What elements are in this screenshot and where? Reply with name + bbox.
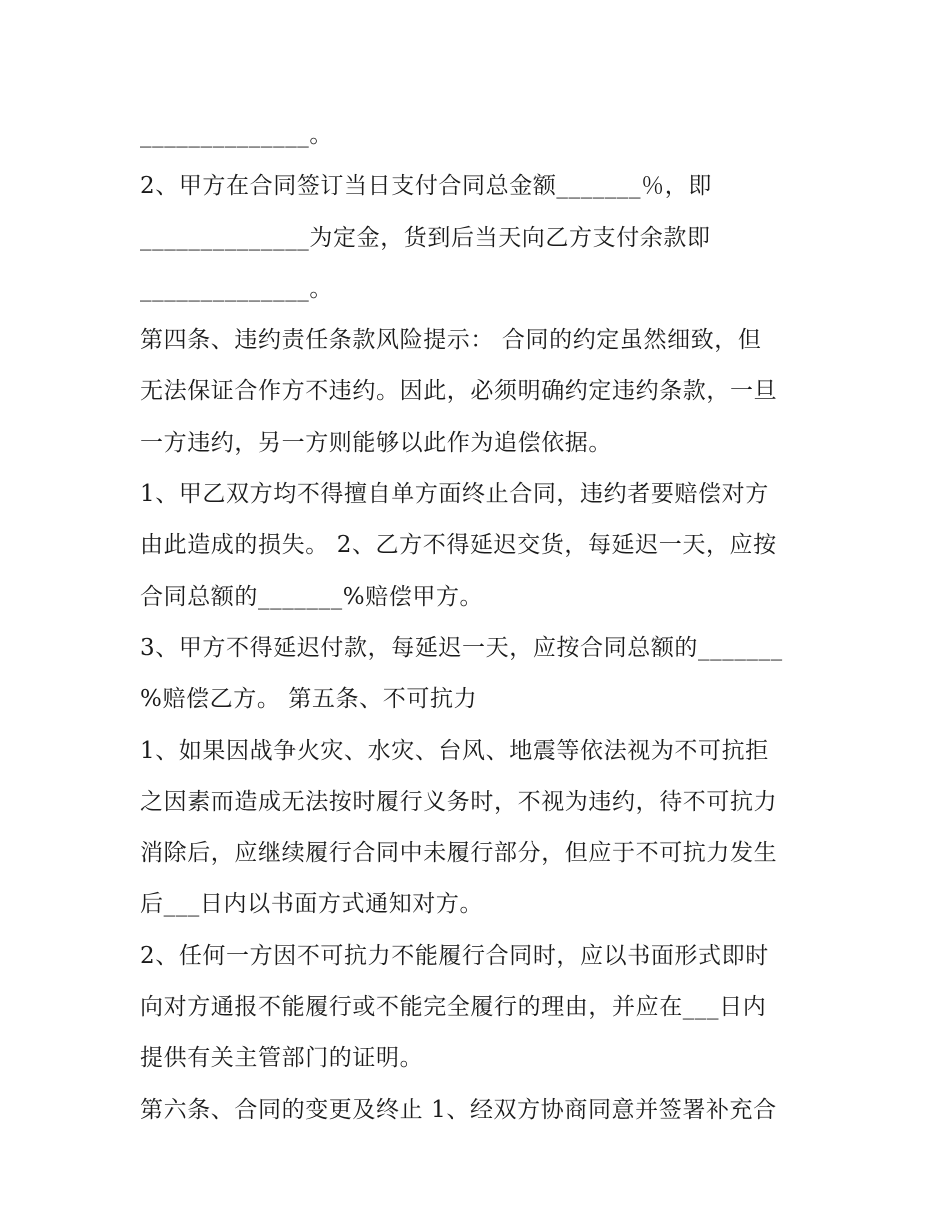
section-heading-line: 第四条、违约责任条款风险提示： 合同的约定虽然细致，但 — [140, 327, 762, 354]
text-line: 之因素而造成无法按时履行义务时，不视为违约，待不可抗力 — [140, 788, 778, 815]
text-line: 由此造成的损失。 2、乙方不得延迟交货，每延迟一天，应按 — [140, 532, 777, 559]
text-line: 3、甲方不得延迟付款，每延迟一天，应按合同总额的_______ — [140, 634, 783, 661]
section-heading-line: %赔偿乙方。 第五条、不可抗力 — [140, 686, 478, 713]
text-line: 2、任何一方因不可抗力不能履行合同时，应以书面形式即时 — [140, 942, 769, 969]
text-line: 一方违约，另一方则能够以此作为追偿依据。 — [140, 429, 612, 456]
text-line: 合同总额的_______%赔偿甲方。 — [140, 583, 484, 610]
text-line: ______________。 — [140, 122, 333, 148]
text-line: 1、如果因战争火灾、水灾、台风、地震等依法视为不可抗拒 — [140, 737, 769, 764]
text-line: 提供有关主管部门的证明。 — [140, 1045, 424, 1072]
text-line: ______________。 — [140, 275, 333, 302]
text-line: 消除后，应继续履行合同中未履行部分，但应于不可抗力发生 — [140, 840, 778, 867]
text-line: 无法保证合作方不违约。因此，必须明确约定违约条款，一旦 — [140, 378, 778, 405]
text-line: 2、甲方在合同签订当日支付合同总金额_______％，即 — [140, 173, 712, 200]
document-body — [140, 110, 820, 1136]
section-heading-line: 第六条、合同的变更及终止 1、经双方协商同意并签署补充合 — [140, 1096, 777, 1123]
text-line: 1、甲乙双方均不得擅自单方面终止合同，违约者要赔偿对方 — [140, 481, 769, 508]
text-line: 向对方通报不能履行或不能完全履行的理由，并应在___日内 — [140, 994, 767, 1021]
text-line: 后___日内以书面方式通知对方。 — [140, 891, 484, 918]
text-line: ______________为定金，货到后当天向乙方支付余款即 — [140, 224, 711, 251]
